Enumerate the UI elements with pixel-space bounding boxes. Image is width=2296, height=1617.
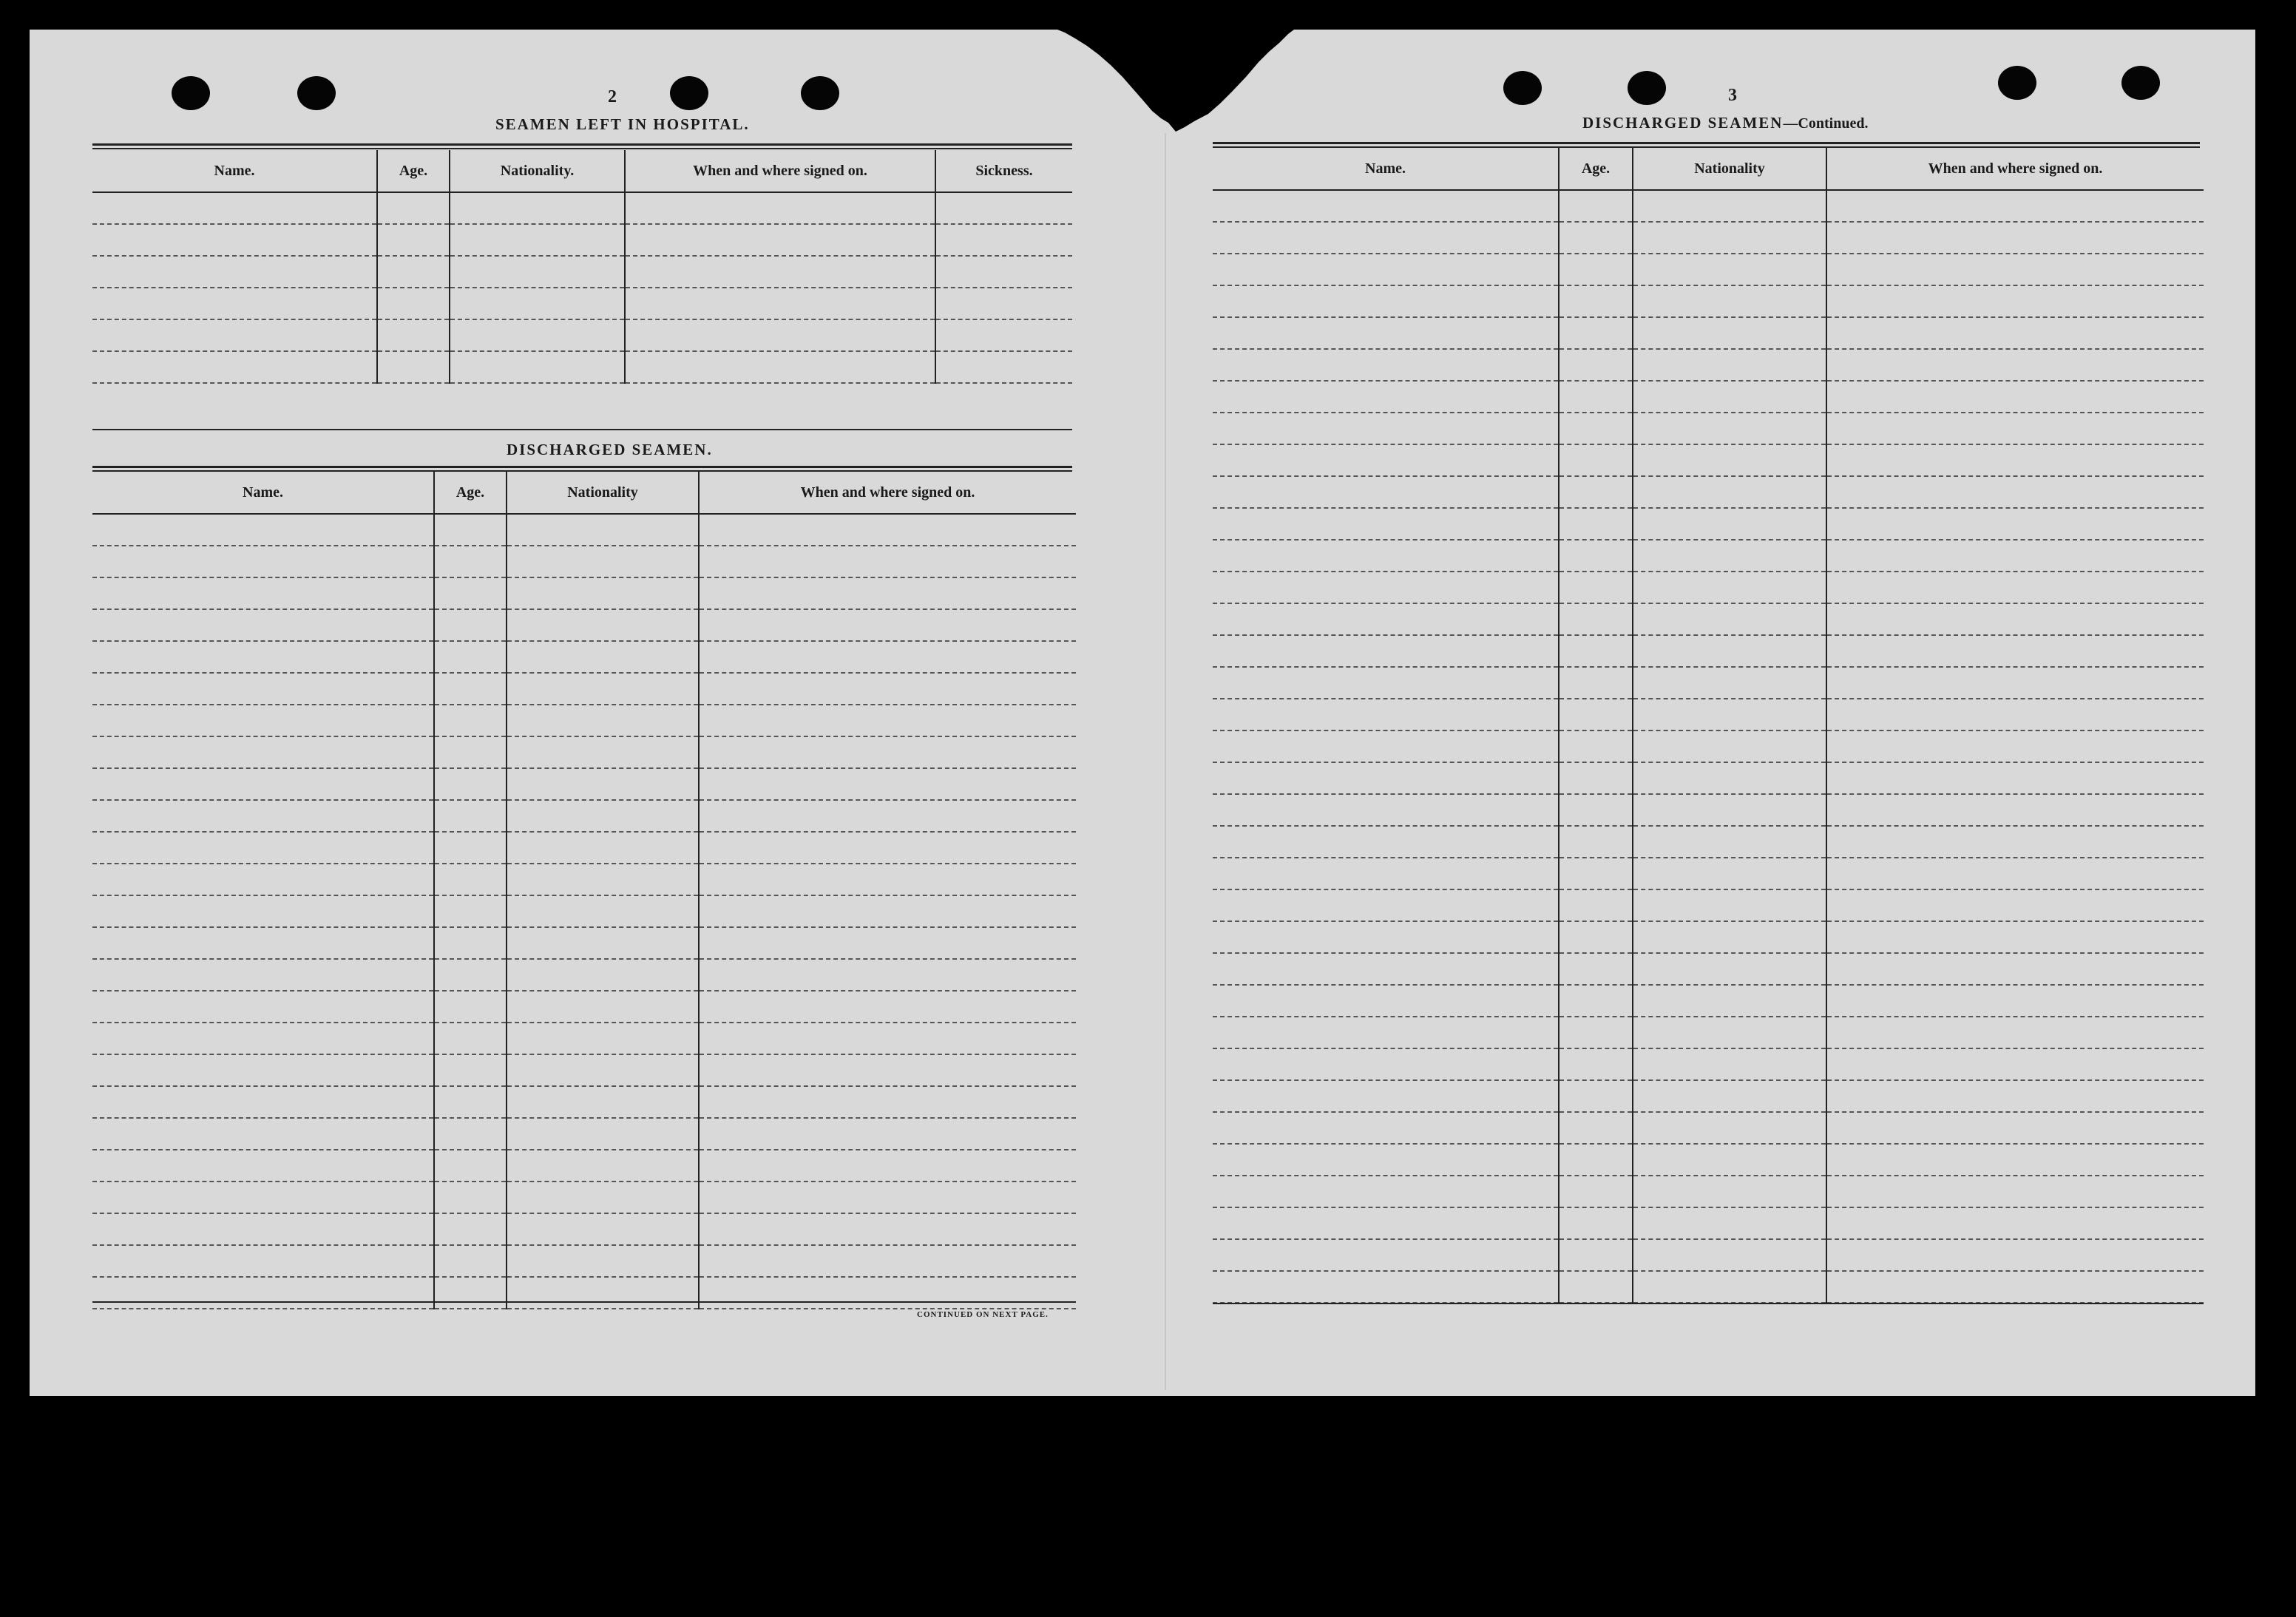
table-row (1213, 1271, 2204, 1303)
table-row (1213, 1176, 2204, 1207)
table-row (1213, 1207, 2204, 1239)
table-row (1213, 1239, 2204, 1271)
table-row (92, 991, 1076, 1023)
table-row (1213, 667, 2204, 699)
column-header-name: Name. (1213, 148, 1559, 190)
column-header-age: Age. (377, 150, 450, 192)
table-row (1213, 349, 2204, 381)
table-row (1213, 476, 2204, 508)
page-number: 2 (608, 87, 617, 106)
column-header-signed-on: When and where signed on. (699, 472, 1076, 514)
table-row (1213, 1112, 2204, 1144)
table-row (92, 351, 1072, 383)
column-header-sickness: Sickness. (935, 150, 1072, 192)
table-row (1213, 985, 2204, 1017)
double-rule (1213, 142, 2200, 148)
double-rule (92, 143, 1072, 149)
table-row (1213, 381, 2204, 413)
table-row (92, 1023, 1076, 1054)
table-row (1213, 222, 2204, 254)
right-page (1213, 30, 2233, 1396)
table-row (92, 959, 1076, 991)
table-row (92, 577, 1076, 609)
discharged-continued-table (1213, 148, 2204, 1304)
table-row (92, 800, 1076, 832)
table-row (1213, 635, 2204, 667)
column-header-age: Age. (1559, 148, 1633, 190)
column-header-nationality: Nationality. (450, 150, 625, 192)
table-row (92, 673, 1076, 705)
table-row (92, 768, 1076, 800)
table-row (1213, 730, 2204, 762)
table-row (1213, 540, 2204, 572)
table-row (1213, 508, 2204, 540)
table-row (1213, 762, 2204, 794)
column-header-age: Age. (434, 472, 507, 514)
table-row (1213, 1048, 2204, 1080)
table-row (1213, 572, 2204, 603)
left-page (92, 30, 1113, 1396)
table-row (1213, 699, 2204, 730)
table-row (1213, 1080, 2204, 1112)
table-row (92, 319, 1072, 351)
table-row (92, 864, 1076, 895)
table-row (92, 736, 1076, 768)
continued-note: CONTINUED ON NEXT PAGE. (917, 1310, 1049, 1319)
table-row (92, 927, 1076, 959)
table-row (92, 1213, 1076, 1245)
table-row (1213, 254, 2204, 285)
table-row (92, 705, 1076, 736)
table-row (1213, 285, 2204, 317)
table-row (1213, 826, 2204, 858)
table-row (1213, 1017, 2204, 1048)
column-header-name: Name. (92, 150, 377, 192)
form-sheet (30, 30, 2255, 1396)
table-row (92, 288, 1072, 319)
table-row (92, 1245, 1076, 1277)
table-row (92, 1054, 1076, 1086)
table-row (92, 609, 1076, 641)
table-row (92, 895, 1076, 927)
table-row (92, 1277, 1076, 1309)
section-rule (92, 429, 1072, 430)
table-row (92, 192, 1072, 224)
table-row (1213, 603, 2204, 635)
table-row (92, 1118, 1076, 1150)
table-row (1213, 953, 2204, 985)
bottom-rule (92, 1301, 1076, 1303)
center-fold (1165, 133, 1166, 1390)
table-row (1213, 413, 2204, 444)
column-header-name: Name. (92, 472, 434, 514)
table-row (92, 1182, 1076, 1213)
table-row (92, 641, 1076, 673)
table-row (1213, 858, 2204, 889)
table-row (1213, 921, 2204, 953)
table-row (92, 514, 1076, 546)
section-title-text: DISCHARGED SEAMEN (1582, 114, 1784, 132)
section-title-suffix: —Continued. (1783, 115, 1869, 132)
table-row (1213, 190, 2204, 222)
table-row (1213, 889, 2204, 921)
discharged-table (92, 472, 1076, 1309)
column-header-nationality: Nationality (1633, 148, 1826, 190)
table-row (92, 224, 1072, 256)
column-header-signed-on: When and where signed on. (625, 150, 935, 192)
table-row (1213, 794, 2204, 826)
table-row (1213, 1144, 2204, 1176)
table-row (92, 832, 1076, 864)
table-row (92, 1086, 1076, 1118)
section-title-discharged: DISCHARGED SEAMEN. (507, 441, 713, 458)
section-title-discharged-continued (1582, 114, 1868, 132)
section-title-hospital: SEAMEN LEFT IN HOSPITAL. (495, 115, 750, 133)
table-row (92, 546, 1076, 577)
bottom-rule (1213, 1303, 2204, 1304)
table-row (92, 256, 1072, 288)
column-header-nationality: Nationality (507, 472, 699, 514)
page-number: 3 (1728, 86, 1737, 105)
table-row (92, 1150, 1076, 1182)
column-header-signed-on: When and where signed on. (1826, 148, 2204, 190)
double-rule (92, 466, 1072, 472)
table-row (1213, 317, 2204, 349)
table-row (1213, 444, 2204, 476)
hospital-table (92, 150, 1072, 384)
